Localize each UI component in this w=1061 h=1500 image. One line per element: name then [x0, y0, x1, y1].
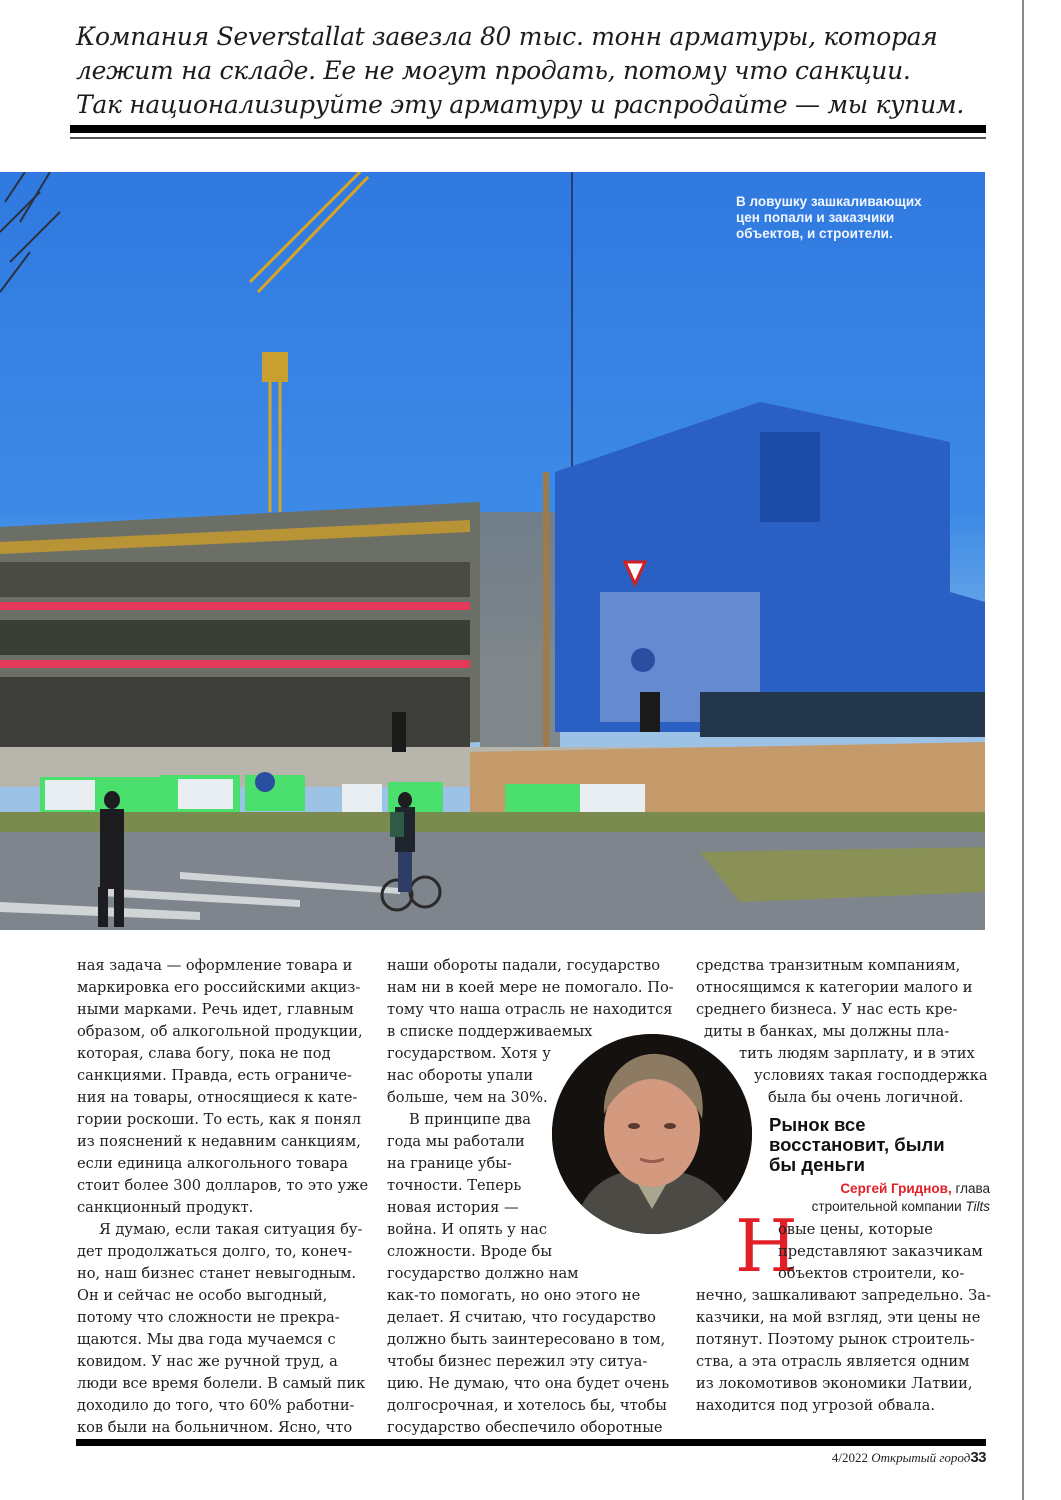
glass-building [555, 402, 985, 737]
heading-line: Рынок все [769, 1114, 866, 1135]
text-line: щаются. Мы два года мучаемся с [77, 1331, 336, 1348]
page-edge-line [1022, 0, 1024, 1500]
text-line: представляют заказчикам [778, 1243, 983, 1260]
author-role-cont: строительной компании [811, 1199, 966, 1214]
text-line: года мы работали [387, 1133, 525, 1150]
issue-number: 4/2022 [831, 1450, 872, 1465]
text-line: на границе убы- [387, 1155, 512, 1172]
text-line: цию. Не думаю, что она будет очень [387, 1375, 670, 1392]
text-line: ная задача — оформление товара и [77, 957, 353, 974]
text-line: маркировка его российскими акциз- [77, 979, 361, 996]
text-line: санкционный продукт. [77, 1199, 254, 1216]
text-line: чтобы бизнес пережил эту ситуа- [387, 1353, 648, 1370]
text-line: Он и сейчас не особо выгодный, [77, 1287, 328, 1304]
text-line: ства, а эта отрасль является одним [696, 1353, 970, 1370]
text-line: в списке поддерживаемых [387, 1023, 593, 1040]
text-line: из пояснений к недавним санкциям, [77, 1133, 361, 1150]
text-line: Я думаю, если такая ситуация бу- [99, 1221, 363, 1238]
sidebar-text [696, 1219, 991, 1417]
photo-caption-line: В ловушку зашкаливающих [736, 194, 922, 209]
pull-quote [76, 20, 976, 122]
text-line: овые цены, которые [778, 1221, 933, 1238]
text-line: ными марками. Речь идет, главным [77, 1001, 354, 1018]
text-line: сложности. Вроде бы [387, 1243, 552, 1260]
tower-crane [250, 172, 368, 512]
portrait-photo [552, 1034, 752, 1234]
text-line: ния на товары, относящиеся к кате- [77, 1089, 358, 1106]
text-line: стоит более 300 долларов, то это уже [77, 1177, 369, 1194]
text-line: ковидом. У нас же ручной труд, а [77, 1353, 338, 1370]
text-line: объектов строители, ко- [778, 1265, 965, 1282]
text-line: война. И опять у нас [387, 1221, 548, 1238]
text-line: которая, слава богу, пока не под [77, 1045, 331, 1062]
text-line: санкциями. Правда, есть ограниче- [77, 1067, 352, 1084]
grass [0, 812, 985, 832]
article-column-1 [77, 955, 367, 1439]
portrait-illustration [552, 1034, 752, 1234]
divider-thick [70, 125, 986, 133]
text-line: условиях такая господдержка [754, 1067, 988, 1084]
text-line: государством. Хотя у [387, 1045, 551, 1062]
text-line: В принципе два [409, 1111, 531, 1128]
text-line: долгосрочная, и хотелось бы, чтобы [387, 1397, 667, 1414]
tree-branches [0, 172, 60, 292]
direction-sign [631, 648, 655, 672]
photo-illustration [0, 172, 985, 930]
heading-line: бы деньги [769, 1154, 866, 1175]
text-line: больше, чем на 30%. [387, 1089, 548, 1106]
text-line: нам ни в коей мере не помогало. По- [387, 979, 674, 996]
road-sign [255, 772, 275, 792]
text-line: нас обороты упали [387, 1067, 534, 1084]
building-under-construction [0, 502, 480, 762]
text-line: потянут. Поэтому рынок строитель- [696, 1331, 975, 1348]
text-line: среднего бизнеса. У нас есть кре- [696, 1001, 958, 1018]
pull-quote-line: Компания Severstallat завезла 80 тыс. тонн арматуры, которая [76, 22, 938, 51]
text-line: тому что наша отрасль не находится [387, 1001, 673, 1018]
photo-caption-line: цен попали и заказчики [736, 210, 895, 225]
text-line: диты в банках, мы должны пла- [704, 1023, 950, 1040]
construction-site-photo [0, 172, 985, 930]
magazine-name: Открытый город [871, 1450, 971, 1465]
text-line: ков были на больничном. Ясно, что [77, 1419, 353, 1436]
sidebar-heading [769, 1115, 989, 1175]
text-line: новая история — [387, 1199, 519, 1216]
text-line: образом, об алкогольной продукции, [77, 1023, 363, 1040]
text-line: казчики, на мой взгляд, эти цены не [696, 1309, 981, 1326]
text-line: из локомотивов экономики Латвии, [696, 1375, 973, 1392]
crane-cab [262, 352, 288, 382]
text-line: люди все время болели. В самый пик [77, 1375, 366, 1392]
text-line: дет продолжаться долго, то, конеч- [77, 1243, 353, 1260]
traffic-light [640, 692, 660, 732]
text-line: гории роскоши. То есть, как я понял [77, 1111, 362, 1128]
company-name: Tilts [965, 1199, 990, 1214]
text-line: потому что сложности не прекра- [77, 1309, 340, 1326]
pull-quote-line: Так национализируйте эту арматуру и распродайте — мы купим. [76, 90, 964, 119]
traffic-light [392, 712, 406, 752]
text-line: если единица алкогольного товара [77, 1155, 348, 1172]
text-line: средства транзитным компаниям, [696, 957, 961, 974]
text-line: точности. Теперь [387, 1177, 522, 1194]
text-line: наши обороты падали, государство [387, 957, 661, 974]
divider-thin [70, 137, 986, 139]
text-line: тить людям зарплату, и в этих [739, 1045, 975, 1062]
text-line: находится под угрозой обвала. [696, 1397, 935, 1414]
text-line: доходило до того, что 60% работни- [77, 1397, 355, 1414]
text-line: относящимся к категории малого и [696, 979, 973, 996]
page-number: 33 [970, 1449, 986, 1466]
author-name: Сергей Гриднов, [840, 1181, 952, 1196]
author-role: глава [951, 1181, 990, 1196]
text-line: нечно, зашкаливают запредельно. За- [696, 1287, 991, 1304]
text-line: была бы очень логичной. [768, 1089, 964, 1106]
page-footer [700, 1449, 986, 1466]
text-line: но, наш бизнес станет невыгодным. [77, 1265, 357, 1282]
footer-rule [76, 1439, 986, 1446]
pull-quote-line: лежит на складе. Ее не могут продать, потому что санкции. [76, 56, 911, 85]
text-line: должно быть заинтересовано в том, [387, 1331, 666, 1348]
heading-line: восстановит, были [769, 1134, 945, 1155]
text-line: государство обеспечило оборотные [387, 1419, 663, 1436]
text-line: государство должно нам [387, 1265, 579, 1282]
drop-cap: Н [735, 1204, 798, 1288]
photo-caption-line: объектов, и строители. [736, 226, 893, 241]
text-line: как-то помогать, но оно этого не [387, 1287, 641, 1304]
photo-caption [736, 194, 976, 242]
text-line: делает. Я считаю, что государство [387, 1309, 656, 1326]
